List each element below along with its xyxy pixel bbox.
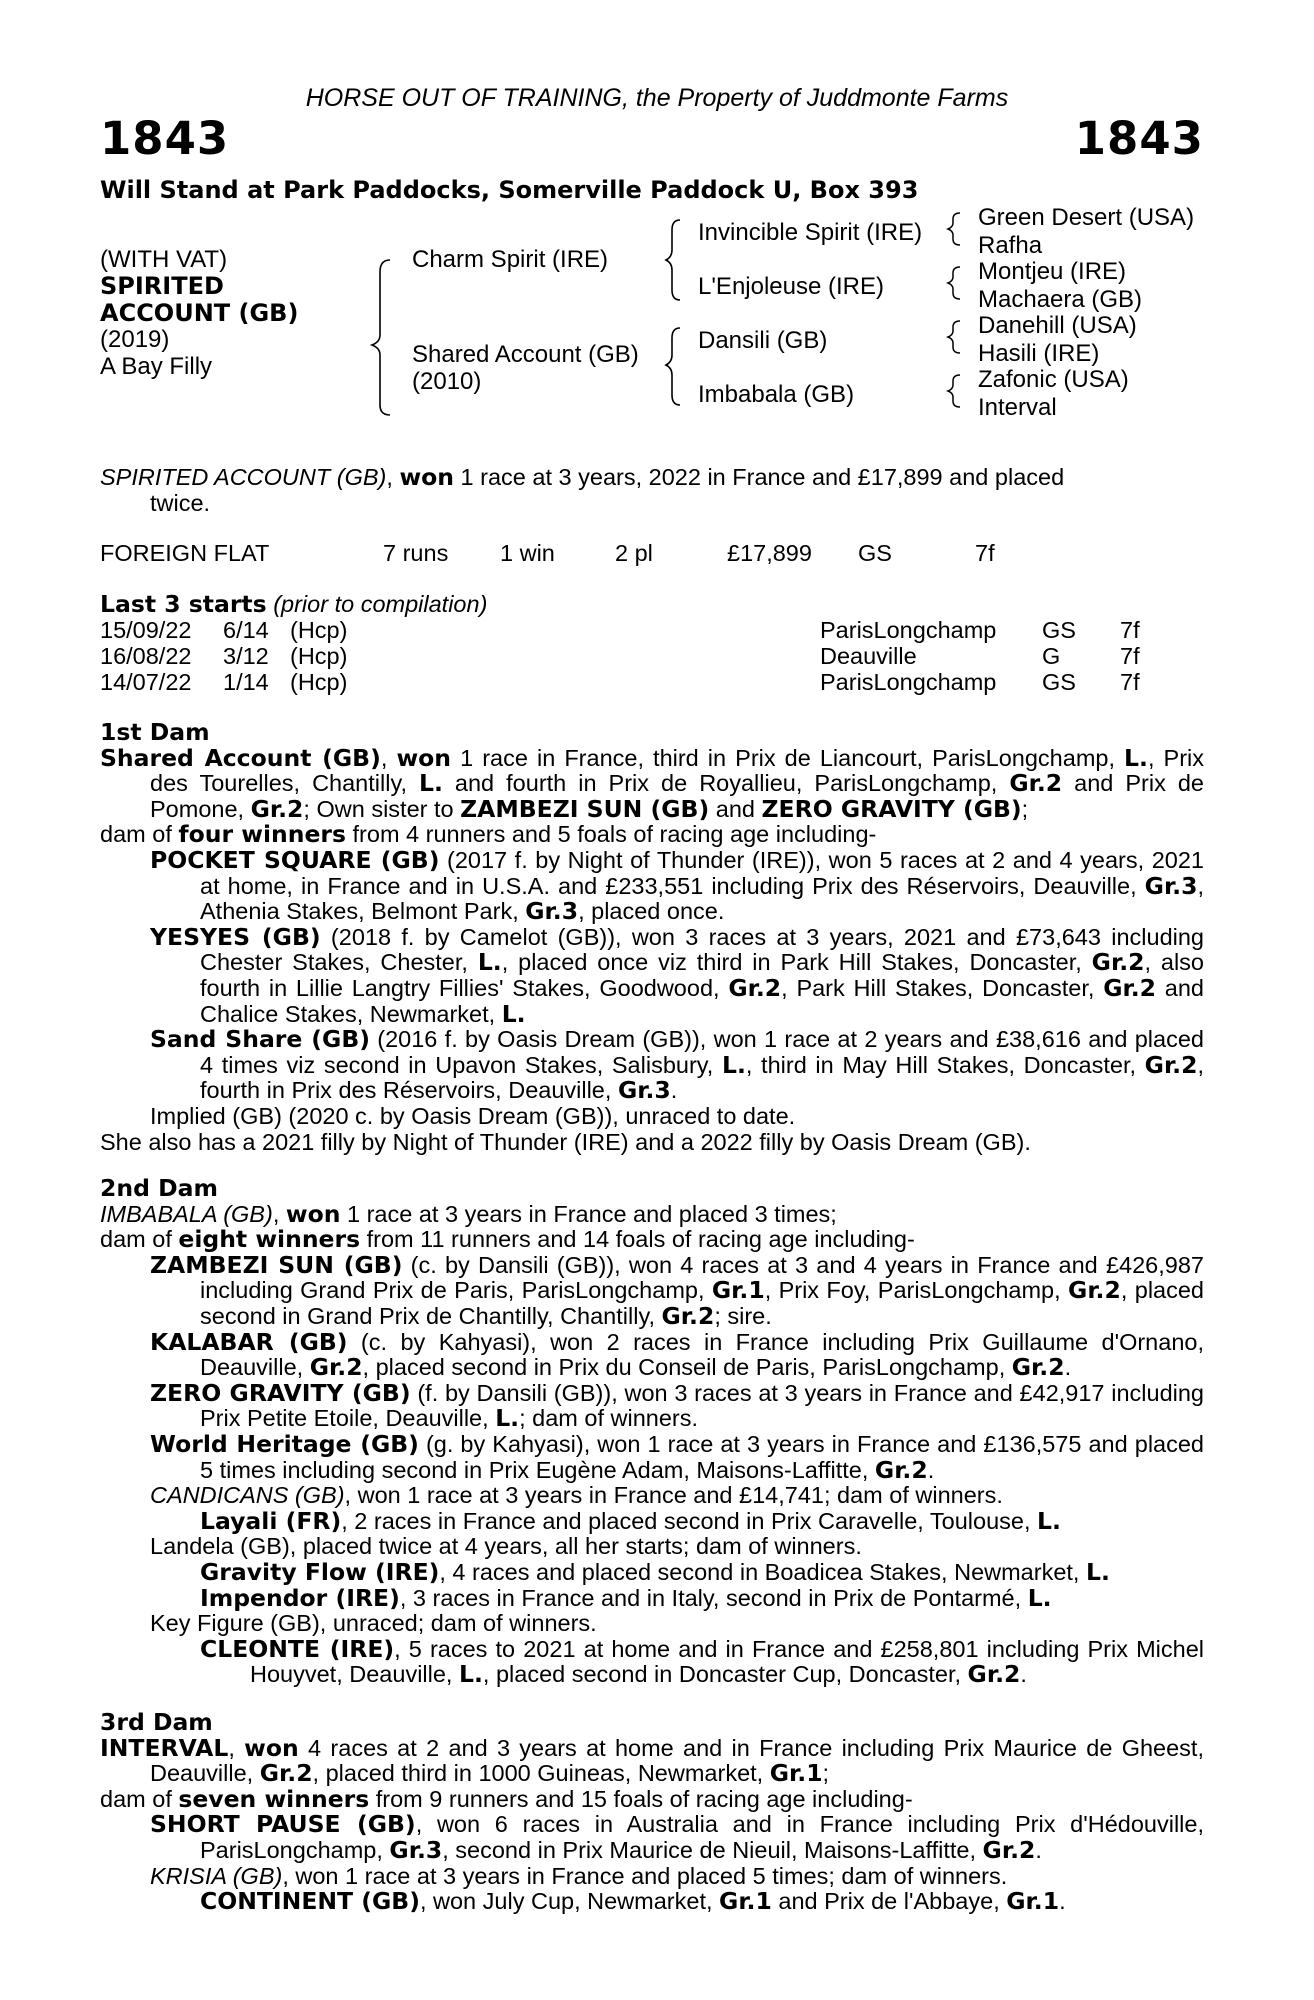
dam-name: Shared Account (GB) <box>100 743 381 772</box>
start-type: (Hcp) <box>290 642 348 669</box>
last-start-row <box>100 618 1204 644</box>
summary-paragraph: SPIRITED ACCOUNT (GB), won 1 race at 3 years, 2022 in France and £17,899 and placed twice. <box>100 463 1065 516</box>
pedigree-dam: Shared Account (GB) <box>412 341 639 368</box>
produce-entry: ZERO GRAVITY (GB) (f. by Dansili (GB)), won 3 races at 3 years in France and £42,917 including Prix Petite Etoile, Deauville, L.; dam of winners. <box>150 1378 1204 1433</box>
horse-name-line1: SPIRITED <box>100 272 224 300</box>
grand-produce-entry: CONTINENT (GB), won July Cup, Newmarket, Gr.1 and Prix de l'Abbaye, Gr.1. <box>200 1887 1066 1916</box>
grand-produce-entry: Layali (FR), 2 races in France and placed second in Prix Caravelle, Toulouse, L. <box>200 1506 1061 1535</box>
start-distance: 7f <box>1120 642 1140 669</box>
produce-note: She also has a 2021 filly by Night of Thunder (IRE) and a 2022 filly by Oasis Dream (GB). <box>100 1128 1031 1155</box>
summary-block <box>100 465 1204 696</box>
first-dam-paragraph: Shared Account (GB), won 1 race in France, third in Prix de Liancourt, ParisLongchamp, L., Prix des Tourelles, Chantilly, L. and fourth in Prix de Royallieu, ParisLongchamp, Gr.2 and Prix de Pomone, Gr.2; Own sister to ZAMBEZI SUN (GB) and ZERO GRAVITY (GB); <box>100 743 1205 823</box>
pedigree-dss: Danehill (USA) <box>978 312 1137 339</box>
start-distance: 7f <box>1120 616 1140 643</box>
produce-entry: Sand Share (GB) (2016 f. by Oasis Dream (GB)), won 1 race at 2 years and £38,616 and placed 4 times viz second in Upavon Stakes, Salisbury, L., third in May Hill Stakes, Doncaster, Gr.2, fourth in Prix des Réservoirs, Deauville, Gr.3. <box>150 1025 1204 1105</box>
dam-line-bracket <box>666 328 680 405</box>
summary-horse-name: SPIRITED ACCOUNT (GB) <box>100 464 387 490</box>
won-label: won <box>396 743 452 772</box>
start-date: 15/09/22 <box>100 616 192 643</box>
lot-number-left: 1843 <box>100 112 230 165</box>
record-row <box>100 541 1204 567</box>
third-dam-paragraph: INTERVAL, won 4 races at 2 and 3 years at home and in France including Prix Maurice de Gheest, Deauville, Gr.2, placed third in 1000 Guineas, Newmarket, Gr.1; <box>100 1733 1204 1788</box>
sire-dam-bracket <box>372 260 390 415</box>
horse-year: (2019) <box>100 326 170 353</box>
record-distance: 7f <box>975 540 995 567</box>
start-position: 3/12 <box>223 642 269 669</box>
start-date: 16/08/22 <box>100 642 192 669</box>
produce-entry: Implied (GB) (2020 c. by Oasis Dream (GB)), unraced to date. <box>150 1102 796 1129</box>
last-starts-note: (prior to compilation) <box>273 591 488 618</box>
pedigree-sire-sire: Invincible Spirit (IRE) <box>698 219 923 246</box>
pedigree-dam-dam: Imbabala (GB) <box>698 381 855 408</box>
produce-entry: World Heritage (GB) (g. by Kahyasi), won 1 race at 3 years in France and £136,575 and placed 5 times including second in Prix Eugène Adam, Maisons-Laffitte, Gr.2. <box>150 1429 1205 1484</box>
start-type: (Hcp) <box>290 616 348 643</box>
third-dam-produce-intro: dam of seven winners from 9 runners and 15 foals of racing age including- <box>100 1784 913 1813</box>
first-dam-section <box>100 720 1204 1155</box>
produce-entry: POCKET SQUARE (GB) (2017 f. by Night of Thunder (IRE)), won 5 races at 2 and 4 years, 2021 at home, in France and in U.S.A. and £233,551 including Prix des Réservoirs, Deauville, Gr.3, Athenia Stakes, Belmont Park, Gr.3, placed once. <box>150 845 1204 926</box>
start-distance: 7f <box>1120 668 1140 695</box>
third-dam-section <box>100 1710 1204 1915</box>
start-position: 6/14 <box>223 616 269 643</box>
lot-number-right: 1843 <box>1074 112 1204 165</box>
second-dam-paragraph: IMBABALA (GB), won 1 race at 3 years in France and placed 3 times; <box>100 1199 837 1228</box>
produce-entry: ZAMBEZI SUN (GB) (c. by Dansili (GB)), won 4 races at 3 and 4 years in France and £426,987 including Grand Prix de Paris, ParisLongchamp, Gr.1, Prix Foy, ParisLongchamp, Gr.2, placed second in Grand Prix de Chantilly, Chantilly, Gr.2; sire. <box>150 1250 1204 1330</box>
summary-text: 1 race at 3 years, 2022 in France and £17,899 and placed <box>454 464 1065 490</box>
last-starts-title: Last 3 starts <box>100 590 267 619</box>
first-dam-produce-intro: dam of four winners from 4 runners and 5 foals of racing age including- <box>100 820 877 849</box>
produce-entry: Landela (GB), placed twice at 4 years, all her starts; dam of winners. <box>150 1533 862 1560</box>
horse-name-line2: ACCOUNT (GB) <box>100 299 299 327</box>
pedigree-dds: Zafonic (USA) <box>978 366 1129 393</box>
produce-entry: SHORT PAUSE (GB), won 6 races in Australia and in France including Prix d'Hédouville, ParisLongchamp, Gr.3, second in Prix Maurice de Nieuil, Maisons-Laffitte, Gr.2. <box>150 1810 1204 1864</box>
last-start-row <box>100 644 1204 670</box>
grand-produce-entry: Gravity Flow (IRE), 4 races and placed second in Boadicea Stakes, Newmarket, L. <box>200 1557 1110 1586</box>
start-course: ParisLongchamp <box>820 668 997 695</box>
pedigree-ssd: Rafha <box>978 232 1043 259</box>
summary-text-cont: twice. <box>150 489 211 516</box>
start-going: GS <box>1042 668 1076 695</box>
record-label: FOREIGN FLAT <box>100 540 270 567</box>
page-header: HORSE OUT OF TRAINING, the Property of Juddmonte Farms <box>305 84 1009 112</box>
pedigree-sdd: Machaera (GB) <box>978 286 1143 313</box>
record-wins: 1 win <box>500 540 555 567</box>
sire-line-bracket <box>666 220 680 300</box>
pedigree-sss: Green Desert (USA) <box>978 204 1195 231</box>
start-course: ParisLongchamp <box>820 616 997 643</box>
start-course: Deauville <box>820 642 917 669</box>
pedigree-ddd: Interval <box>978 394 1057 421</box>
last-starts-heading <box>100 592 1204 618</box>
first-dam-heading: 1st Dam <box>100 718 210 746</box>
record-placed: 2 pl <box>615 540 653 567</box>
start-date: 14/07/22 <box>100 668 192 695</box>
record-runs: 7 runs <box>383 540 449 567</box>
last-start-row <box>100 670 1204 696</box>
pedigree-sds: Montjeu (IRE) <box>978 258 1127 285</box>
pedigree-dsd: Hasili (IRE) <box>978 340 1100 367</box>
produce-entry: Key Figure (GB), unraced; dam of winners. <box>150 1610 597 1637</box>
stand-location: Will Stand at Park Paddocks, Somerville Paddock U, Box 393 <box>100 176 919 204</box>
second-dam-heading: 2nd Dam <box>100 1174 218 1202</box>
vat-note: (WITH VAT) <box>100 246 228 273</box>
start-type: (Hcp) <box>290 668 348 695</box>
produce-entry: KRISIA (GB), won 1 race at 3 years in France and placed 5 times; dam of winners. <box>150 1862 1008 1889</box>
produce-entry: CANDICANS (GB), won 1 race at 3 years in France and £14,741; dam of winners. <box>150 1482 1003 1509</box>
second-dam-section <box>100 1176 1204 1688</box>
summary-won: won <box>399 463 455 491</box>
pedigree-sire: Charm Spirit (IRE) <box>412 246 609 273</box>
pedigree-sire-dam: L'Enjoleuse (IRE) <box>698 273 884 300</box>
record-prize: £17,899 <box>727 540 812 567</box>
pedigree-dam-year: (2010) <box>412 368 482 395</box>
record-going: GS <box>858 540 892 567</box>
second-dam-produce-intro: dam of eight winners from 11 runners and 14 foals of racing age including- <box>100 1225 915 1254</box>
horse-description: A Bay Filly <box>100 353 213 380</box>
produce-entry: YESYES (GB) (2018 f. by Camelot (GB)), won 3 races at 3 years, 2021 and £73,643 including Chester Stakes, Chester, L., placed once viz third in Park Hill Stakes, Doncaster, Gr.2, also fourth in Lillie Langtry Fillies' Stakes, Goodwood, Gr.2, Park Hill Stakes, Doncaster, Gr.2 and Chalice Stakes, Newmarket, L. <box>150 922 1205 1028</box>
grandparent-brackets <box>942 205 972 430</box>
start-position: 1/14 <box>223 668 269 695</box>
grand-produce-entry: Impendor (IRE), 3 races in France and in Italy, second in Prix de Pontarmé, L. <box>200 1583 1052 1612</box>
start-going: GS <box>1042 616 1076 643</box>
third-dam-heading: 3rd Dam <box>100 1708 213 1736</box>
start-going: G <box>1042 642 1061 669</box>
pedigree-dam-sire: Dansili (GB) <box>698 327 828 354</box>
produce-entry: KALABAR (GB) (c. by Kahyasi), won 2 races in France including Prix Guillaume d'Ornano, Deauville, Gr.2, placed second in Prix du Conseil de Paris, ParisLongchamp, Gr.2. <box>150 1327 1204 1382</box>
grand-produce-entry: CLEONTE (IRE), 5 races to 2021 at home and in France and £258,801 including Prix Michel Houyvet, Deauville, L., placed second in Doncaster Cup, Doncaster, Gr.2. <box>200 1634 1204 1689</box>
